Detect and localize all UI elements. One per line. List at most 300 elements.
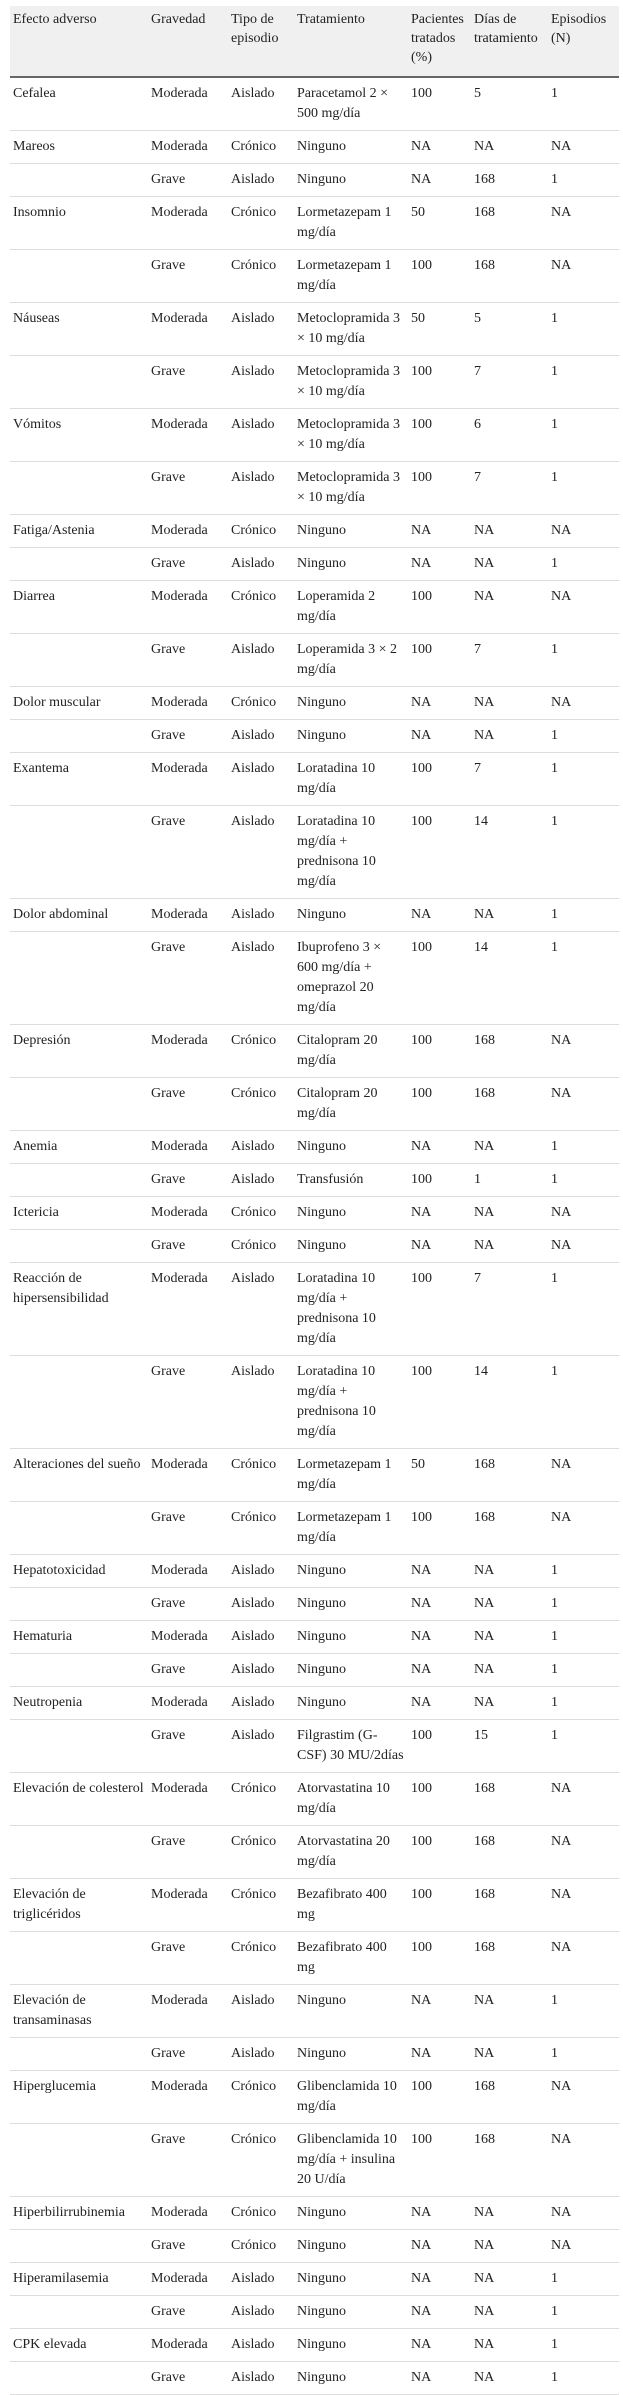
- cell-tratamiento: Ninguno: [294, 2362, 408, 2395]
- cell-tratamiento: Ninguno: [294, 687, 408, 720]
- cell-gravedad: Grave: [148, 250, 228, 303]
- cell-tipo: Aislado: [228, 899, 294, 932]
- cell-gravedad: Moderada: [148, 2071, 228, 2124]
- cell-tratamiento: Ninguno: [294, 2263, 408, 2296]
- cell-episodios: 1: [548, 1621, 619, 1654]
- cell-pacientes: 100: [408, 1826, 471, 1879]
- cell-dias: NA: [471, 548, 548, 581]
- adverse-effects-table: [10, 6, 619, 2395]
- cell-gravedad: Moderada: [148, 303, 228, 356]
- cell-tipo: Aislado: [228, 164, 294, 197]
- cell-gravedad: Grave: [148, 634, 228, 687]
- cell-episodios: 1: [548, 932, 619, 1025]
- cell-dias: NA: [471, 2329, 548, 2362]
- cell-tratamiento: Ninguno: [294, 2329, 408, 2362]
- cell-tipo: Aislado: [228, 720, 294, 753]
- table-row: [10, 131, 619, 164]
- cell-pacientes: 100: [408, 77, 471, 131]
- cell-episodios: 1: [548, 1720, 619, 1773]
- cell-dias: 168: [471, 1502, 548, 1555]
- cell-gravedad: Moderada: [148, 1025, 228, 1078]
- cell-tipo: Crónico: [228, 197, 294, 250]
- table-row: [10, 2362, 619, 2395]
- cell-pacientes: 100: [408, 1502, 471, 1555]
- cell-tipo: Crónico: [228, 1773, 294, 1826]
- cell-tipo: Aislado: [228, 2362, 294, 2395]
- cell-pacientes: NA: [408, 1555, 471, 1588]
- cell-gravedad: Grave: [148, 2038, 228, 2071]
- cell-episodios: 1: [548, 303, 619, 356]
- cell-tipo: Aislado: [228, 2038, 294, 2071]
- cell-gravedad: Moderada: [148, 1985, 228, 2038]
- cell-dias: NA: [471, 1230, 548, 1263]
- cell-efecto: [10, 720, 148, 753]
- cell-tratamiento: Bezafibrato 400 mg: [294, 1879, 408, 1932]
- cell-gravedad: Grave: [148, 1826, 228, 1879]
- cell-episodios: 1: [548, 462, 619, 515]
- cell-episodios: 1: [548, 548, 619, 581]
- cell-dias: 168: [471, 1025, 548, 1078]
- cell-efecto: Dolor muscular: [10, 687, 148, 720]
- cell-gravedad: Grave: [148, 462, 228, 515]
- cell-tipo: Aislado: [228, 356, 294, 409]
- cell-efecto: [10, 462, 148, 515]
- cell-pacientes: 100: [408, 1720, 471, 1773]
- cell-efecto: Insomnio: [10, 197, 148, 250]
- cell-gravedad: Grave: [148, 1164, 228, 1197]
- cell-dias: NA: [471, 687, 548, 720]
- table-row: [10, 2197, 619, 2230]
- cell-efecto: Mareos: [10, 131, 148, 164]
- cell-episodios: NA: [548, 1879, 619, 1932]
- cell-pacientes: 100: [408, 2124, 471, 2197]
- cell-dias: NA: [471, 720, 548, 753]
- cell-tratamiento: Ninguno: [294, 2038, 408, 2071]
- cell-gravedad: Moderada: [148, 581, 228, 634]
- cell-efecto: Cefalea: [10, 77, 148, 131]
- cell-tipo: Aislado: [228, 753, 294, 806]
- cell-tratamiento: Glibenclamida 10 mg/día: [294, 2071, 408, 2124]
- cell-dias: NA: [471, 2038, 548, 2071]
- cell-pacientes: NA: [408, 1588, 471, 1621]
- cell-pacientes: NA: [408, 515, 471, 548]
- cell-pacientes: NA: [408, 131, 471, 164]
- cell-pacientes: 50: [408, 197, 471, 250]
- cell-tratamiento: Ninguno: [294, 1687, 408, 1720]
- cell-efecto: [10, 1588, 148, 1621]
- cell-efecto: [10, 1654, 148, 1687]
- cell-pacientes: 100: [408, 409, 471, 462]
- cell-efecto: Anemia: [10, 1131, 148, 1164]
- table-row: [10, 250, 619, 303]
- table-row: [10, 1449, 619, 1502]
- cell-episodios: 1: [548, 1687, 619, 1720]
- cell-tratamiento: Ninguno: [294, 1654, 408, 1687]
- cell-tratamiento: Ninguno: [294, 1621, 408, 1654]
- cell-tipo: Aislado: [228, 2329, 294, 2362]
- table-row: [10, 1197, 619, 1230]
- cell-pacientes: NA: [408, 1687, 471, 1720]
- cell-pacientes: 100: [408, 462, 471, 515]
- cell-pacientes: NA: [408, 899, 471, 932]
- table-row: [10, 1356, 619, 1449]
- cell-dias: NA: [471, 1687, 548, 1720]
- cell-tratamiento: Glibenclamida 10 mg/día + insulina 20 U/día: [294, 2124, 408, 2197]
- cell-tipo: Aislado: [228, 1356, 294, 1449]
- cell-gravedad: Grave: [148, 164, 228, 197]
- cell-episodios: NA: [548, 2230, 619, 2263]
- cell-gravedad: Moderada: [148, 409, 228, 462]
- cell-pacientes: NA: [408, 2230, 471, 2263]
- cell-tipo: Crónico: [228, 1025, 294, 1078]
- cell-pacientes: 100: [408, 250, 471, 303]
- cell-gravedad: Moderada: [148, 131, 228, 164]
- table-row: [10, 1654, 619, 1687]
- table-row: [10, 77, 619, 131]
- cell-efecto: [10, 806, 148, 899]
- cell-dias: NA: [471, 1588, 548, 1621]
- cell-dias: 168: [471, 1879, 548, 1932]
- cell-episodios: 1: [548, 2296, 619, 2329]
- cell-episodios: NA: [548, 2197, 619, 2230]
- col-header-tipo: Tipo de episodio: [228, 6, 294, 77]
- cell-gravedad: Grave: [148, 1720, 228, 1773]
- cell-dias: NA: [471, 131, 548, 164]
- cell-tipo: Aislado: [228, 2263, 294, 2296]
- cell-dias: 5: [471, 77, 548, 131]
- cell-tipo: Aislado: [228, 1131, 294, 1164]
- table-row: [10, 1826, 619, 1879]
- cell-pacientes: NA: [408, 720, 471, 753]
- cell-gravedad: Moderada: [148, 197, 228, 250]
- table-row: [10, 634, 619, 687]
- cell-dias: NA: [471, 2197, 548, 2230]
- cell-pacientes: NA: [408, 1230, 471, 1263]
- cell-efecto: Hiperglucemia: [10, 2071, 148, 2124]
- cell-efecto: [10, 2362, 148, 2395]
- cell-tratamiento: Ibuprofeno 3 × 600 mg/día + omeprazol 20 mg/día: [294, 932, 408, 1025]
- cell-pacientes: NA: [408, 2296, 471, 2329]
- cell-tratamiento: Loratadina 10 mg/día + prednisona 10 mg/día: [294, 806, 408, 899]
- cell-gravedad: Moderada: [148, 1879, 228, 1932]
- cell-tratamiento: Metoclopramida 3 × 10 mg/día: [294, 356, 408, 409]
- table-row: [10, 1078, 619, 1131]
- cell-pacientes: 100: [408, 932, 471, 1025]
- cell-tratamiento: Citalopram 20 mg/día: [294, 1078, 408, 1131]
- cell-dias: 168: [471, 197, 548, 250]
- col-header-efecto: Efecto adverso: [10, 6, 148, 77]
- cell-efecto: [10, 1502, 148, 1555]
- cell-efecto: Dolor abdominal: [10, 899, 148, 932]
- cell-gravedad: Moderada: [148, 2197, 228, 2230]
- cell-tipo: Aislado: [228, 1985, 294, 2038]
- cell-episodios: 1: [548, 356, 619, 409]
- cell-pacientes: NA: [408, 687, 471, 720]
- cell-efecto: CPK elevada: [10, 2329, 148, 2362]
- cell-tratamiento: Loratadina 10 mg/día: [294, 753, 408, 806]
- cell-tipo: Aislado: [228, 77, 294, 131]
- cell-tratamiento: Ninguno: [294, 2230, 408, 2263]
- cell-gravedad: Moderada: [148, 515, 228, 548]
- table-row: [10, 462, 619, 515]
- table-row: [10, 1687, 619, 1720]
- cell-episodios: 1: [548, 1588, 619, 1621]
- table-row: [10, 1131, 619, 1164]
- table-header: [10, 6, 619, 77]
- cell-tipo: Aislado: [228, 1263, 294, 1356]
- cell-tratamiento: Lormetazepam 1 mg/día: [294, 1502, 408, 1555]
- cell-tipo: Crónico: [228, 1826, 294, 1879]
- cell-tipo: Aislado: [228, 409, 294, 462]
- cell-episodios: NA: [548, 2124, 619, 2197]
- cell-pacientes: 50: [408, 303, 471, 356]
- cell-tipo: Crónico: [228, 687, 294, 720]
- cell-episodios: 1: [548, 1555, 619, 1588]
- cell-tipo: Crónico: [228, 1502, 294, 1555]
- cell-dias: 14: [471, 806, 548, 899]
- cell-tratamiento: Bezafibrato 400 mg: [294, 1932, 408, 1985]
- cell-tipo: Crónico: [228, 250, 294, 303]
- cell-efecto: [10, 1826, 148, 1879]
- cell-pacientes: 100: [408, 1879, 471, 1932]
- cell-tipo: Aislado: [228, 462, 294, 515]
- cell-tratamiento: Lormetazepam 1 mg/día: [294, 197, 408, 250]
- cell-tratamiento: Ninguno: [294, 1197, 408, 1230]
- table-row: [10, 2071, 619, 2124]
- table-row: [10, 806, 619, 899]
- table-row: [10, 1555, 619, 1588]
- cell-dias: NA: [471, 581, 548, 634]
- cell-efecto: [10, 2296, 148, 2329]
- cell-efecto: [10, 634, 148, 687]
- cell-gravedad: Grave: [148, 806, 228, 899]
- cell-episodios: 1: [548, 164, 619, 197]
- cell-gravedad: Moderada: [148, 1131, 228, 1164]
- table-row: [10, 899, 619, 932]
- col-header-gravedad: Gravedad: [148, 6, 228, 77]
- cell-dias: NA: [471, 1555, 548, 1588]
- cell-episodios: NA: [548, 687, 619, 720]
- cell-tipo: Crónico: [228, 1078, 294, 1131]
- cell-tratamiento: Filgrastim (G-CSF) 30 MU/2días: [294, 1720, 408, 1773]
- cell-pacientes: NA: [408, 1985, 471, 2038]
- cell-dias: 168: [471, 164, 548, 197]
- cell-gravedad: Grave: [148, 1932, 228, 1985]
- cell-pacientes: 100: [408, 581, 471, 634]
- cell-pacientes: 100: [408, 1164, 471, 1197]
- table-row: [10, 2296, 619, 2329]
- cell-dias: 7: [471, 356, 548, 409]
- cell-gravedad: Moderada: [148, 753, 228, 806]
- cell-tratamiento: Loratadina 10 mg/día + prednisona 10 mg/día: [294, 1263, 408, 1356]
- cell-tipo: Aislado: [228, 2296, 294, 2329]
- cell-gravedad: Grave: [148, 356, 228, 409]
- cell-tipo: Aislado: [228, 548, 294, 581]
- cell-dias: 168: [471, 2124, 548, 2197]
- cell-tratamiento: Ninguno: [294, 2296, 408, 2329]
- table-row: [10, 2038, 619, 2071]
- cell-efecto: [10, 932, 148, 1025]
- header-row: [10, 6, 619, 77]
- cell-episodios: NA: [548, 1449, 619, 1502]
- cell-gravedad: Moderada: [148, 899, 228, 932]
- cell-pacientes: NA: [408, 548, 471, 581]
- cell-efecto: [10, 1720, 148, 1773]
- cell-pacientes: NA: [408, 2263, 471, 2296]
- cell-dias: 14: [471, 932, 548, 1025]
- cell-dias: NA: [471, 2263, 548, 2296]
- table-row: [10, 1263, 619, 1356]
- cell-tipo: Crónico: [228, 2197, 294, 2230]
- cell-gravedad: Grave: [148, 1588, 228, 1621]
- table-row: [10, 1720, 619, 1773]
- cell-gravedad: Grave: [148, 548, 228, 581]
- cell-dias: NA: [471, 899, 548, 932]
- cell-tipo: Crónico: [228, 515, 294, 548]
- cell-tipo: Crónico: [228, 2071, 294, 2124]
- cell-episodios: NA: [548, 515, 619, 548]
- cell-episodios: 1: [548, 899, 619, 932]
- cell-episodios: 1: [548, 2038, 619, 2071]
- cell-efecto: [10, 1932, 148, 1985]
- cell-gravedad: Grave: [148, 1078, 228, 1131]
- cell-tipo: Crónico: [228, 2230, 294, 2263]
- cell-tratamiento: Ninguno: [294, 1588, 408, 1621]
- cell-tratamiento: Atorvastatina 20 mg/día: [294, 1826, 408, 1879]
- cell-pacientes: 100: [408, 634, 471, 687]
- cell-pacientes: NA: [408, 2038, 471, 2071]
- cell-pacientes: 50: [408, 1449, 471, 1502]
- cell-gravedad: Moderada: [148, 1263, 228, 1356]
- cell-efecto: Hematuria: [10, 1621, 148, 1654]
- cell-efecto: Neutropenia: [10, 1687, 148, 1720]
- cell-gravedad: Grave: [148, 932, 228, 1025]
- table-row: [10, 932, 619, 1025]
- cell-gravedad: Moderada: [148, 77, 228, 131]
- cell-tipo: Aislado: [228, 806, 294, 899]
- cell-dias: 168: [471, 1932, 548, 1985]
- cell-gravedad: Grave: [148, 1654, 228, 1687]
- cell-tratamiento: Loratadina 10 mg/día + prednisona 10 mg/día: [294, 1356, 408, 1449]
- cell-tipo: Aislado: [228, 1621, 294, 1654]
- cell-gravedad: Grave: [148, 2362, 228, 2395]
- cell-gravedad: Grave: [148, 2230, 228, 2263]
- cell-dias: NA: [471, 1131, 548, 1164]
- cell-tratamiento: Ninguno: [294, 899, 408, 932]
- cell-dias: NA: [471, 1654, 548, 1687]
- table-row: [10, 1588, 619, 1621]
- table-row: [10, 356, 619, 409]
- cell-gravedad: Grave: [148, 1230, 228, 1263]
- cell-dias: 15: [471, 1720, 548, 1773]
- cell-gravedad: Grave: [148, 2296, 228, 2329]
- cell-pacientes: NA: [408, 2362, 471, 2395]
- cell-dias: 14: [471, 1356, 548, 1449]
- cell-dias: 7: [471, 462, 548, 515]
- cell-episodios: NA: [548, 197, 619, 250]
- cell-episodios: NA: [548, 581, 619, 634]
- cell-efecto: Reacción de hipersensibilidad: [10, 1263, 148, 1356]
- table-body: [10, 77, 619, 2395]
- cell-tratamiento: Metoclopramida 3 × 10 mg/día: [294, 409, 408, 462]
- cell-dias: NA: [471, 2362, 548, 2395]
- cell-episodios: NA: [548, 1230, 619, 1263]
- cell-dias: NA: [471, 515, 548, 548]
- cell-pacientes: NA: [408, 1197, 471, 1230]
- cell-tipo: Crónico: [228, 2124, 294, 2197]
- cell-gravedad: Moderada: [148, 1621, 228, 1654]
- cell-tipo: Aislado: [228, 1588, 294, 1621]
- table-row: [10, 1985, 619, 2038]
- cell-dias: 168: [471, 1449, 548, 1502]
- cell-pacientes: 100: [408, 753, 471, 806]
- table-row: [10, 2124, 619, 2197]
- cell-efecto: Hiperamilasemia: [10, 2263, 148, 2296]
- cell-pacientes: 100: [408, 1025, 471, 1078]
- cell-gravedad: Moderada: [148, 1197, 228, 1230]
- cell-tratamiento: Ninguno: [294, 2197, 408, 2230]
- cell-tipo: Crónico: [228, 131, 294, 164]
- cell-pacientes: 100: [408, 2071, 471, 2124]
- cell-tratamiento: Ninguno: [294, 515, 408, 548]
- cell-episodios: NA: [548, 1932, 619, 1985]
- cell-dias: NA: [471, 1197, 548, 1230]
- cell-gravedad: Moderada: [148, 1555, 228, 1588]
- cell-tratamiento: Lormetazepam 1 mg/día: [294, 1449, 408, 1502]
- cell-episodios: NA: [548, 1773, 619, 1826]
- table-row: [10, 164, 619, 197]
- cell-efecto: Diarrea: [10, 581, 148, 634]
- table-row: [10, 548, 619, 581]
- cell-dias: 7: [471, 753, 548, 806]
- cell-efecto: Elevación de transaminasas: [10, 1985, 148, 2038]
- cell-tratamiento: Ninguno: [294, 131, 408, 164]
- table-row: [10, 720, 619, 753]
- table-row: [10, 1932, 619, 1985]
- cell-dias: 168: [471, 2071, 548, 2124]
- cell-efecto: [10, 2124, 148, 2197]
- cell-tipo: Aislado: [228, 303, 294, 356]
- cell-efecto: [10, 250, 148, 303]
- table-row: [10, 515, 619, 548]
- cell-tipo: Aislado: [228, 1720, 294, 1773]
- cell-episodios: 1: [548, 720, 619, 753]
- cell-episodios: 1: [548, 1654, 619, 1687]
- cell-dias: 6: [471, 409, 548, 462]
- cell-efecto: Hiperbilirrubinemia: [10, 2197, 148, 2230]
- col-header-dias: Días de tratamiento: [471, 6, 548, 77]
- cell-episodios: 1: [548, 753, 619, 806]
- cell-gravedad: Moderada: [148, 687, 228, 720]
- cell-episodios: 1: [548, 1263, 619, 1356]
- cell-tipo: Crónico: [228, 1879, 294, 1932]
- cell-dias: 168: [471, 1826, 548, 1879]
- cell-pacientes: NA: [408, 1654, 471, 1687]
- table-row: [10, 409, 619, 462]
- cell-tratamiento: Ninguno: [294, 1230, 408, 1263]
- cell-tratamiento: Paracetamol 2 × 500 mg/día: [294, 77, 408, 131]
- cell-gravedad: Moderada: [148, 1773, 228, 1826]
- table-row: [10, 1230, 619, 1263]
- cell-efecto: [10, 164, 148, 197]
- cell-episodios: 1: [548, 1164, 619, 1197]
- cell-tratamiento: Metoclopramida 3 × 10 mg/día: [294, 303, 408, 356]
- cell-tratamiento: Ninguno: [294, 720, 408, 753]
- cell-episodios: 1: [548, 2362, 619, 2395]
- cell-tipo: Aislado: [228, 1164, 294, 1197]
- cell-gravedad: Moderada: [148, 1449, 228, 1502]
- cell-tratamiento: Lormetazepam 1 mg/día: [294, 250, 408, 303]
